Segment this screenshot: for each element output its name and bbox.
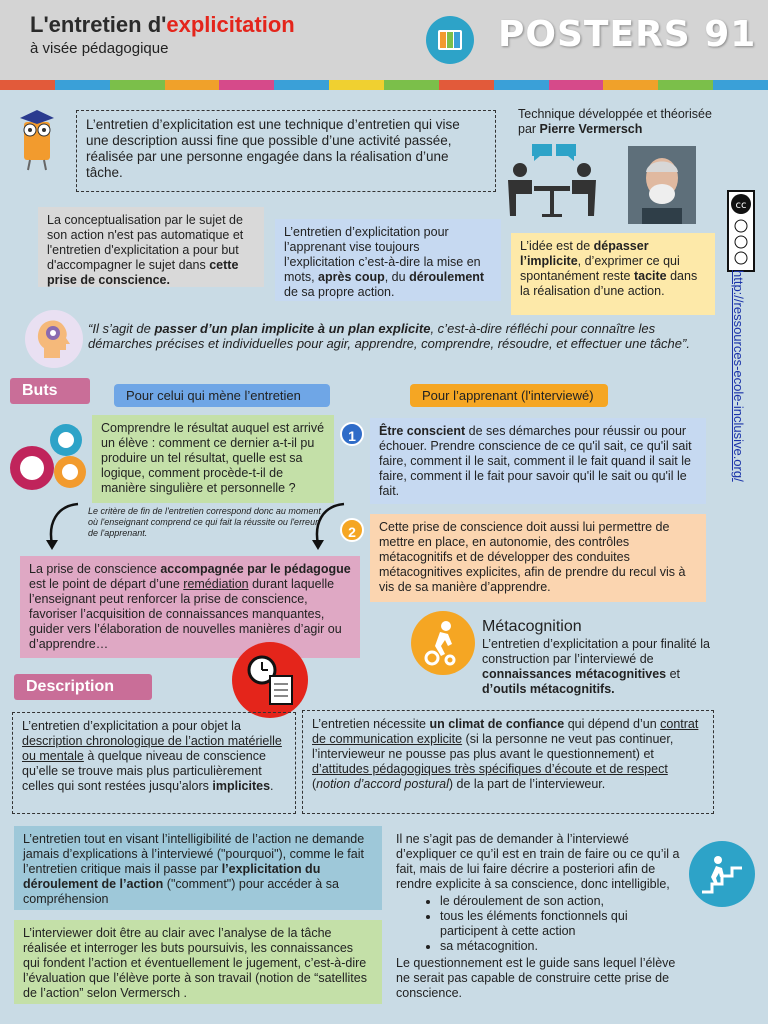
stripe-segment	[494, 80, 549, 90]
description-tag: Description	[14, 674, 152, 700]
page-subtitle: à visée pédagogique	[30, 40, 169, 57]
description-right-box: L’entretien nécessite un climat de confiance qui dépend d’un contrat de communication explicite (si la personne ne veut pas continuer, l’intervieweur ne pousse pas plus avant le questionnement) et d’attitudes pédagogiques très spécifiques d’écoute et de respect (notion d’accord postural) de la part de l’intervieweur.	[302, 710, 714, 814]
stripe-segment	[658, 80, 713, 90]
stripe-segment	[713, 80, 768, 90]
stripe-segment	[439, 80, 494, 90]
remediation-box: La prise de conscience accompagnée par le pédagogue est le point de départ d’une remédiation durant laquelle l’enseignant peut renforcer la prise de conscience, favoriser l’acquisition de connaissances manquantes, guider vers l’élaboration de nouvelles manières d’agir ou d’apprendre…	[20, 556, 360, 658]
brand-name: POSTERS 91	[498, 14, 757, 55]
stripe-segment	[603, 80, 658, 90]
stripe-segment	[274, 80, 329, 90]
interviewer-header: Pour celui qui mène l’entretien	[114, 384, 330, 407]
metacognition-text: L’entretien d’explicitation a pour finalité la construction par l’interviewé de connaissances métacognitives et d’outils métacognitifs.	[482, 637, 710, 696]
step-1-badge: 1	[340, 422, 364, 446]
stripe-segment	[219, 80, 274, 90]
gears-icon	[6, 420, 94, 500]
bullet-item: • le déroulement de son action,	[440, 894, 686, 909]
metacognition-title: Métacognition	[482, 618, 582, 635]
explicitation-box: L’entretien d’explicitation pour l’apprenant vise toujours l’explicitation c’est-à-dire la mise en mots, après coup, du déroulement de sa propre action.	[275, 219, 501, 301]
quote-text: “Il s’agit de passer d’un plan implicite à un plan explicite, c’est-à-dire réfléchi pour connaître les démarches précises et individuelles pour agir, apprendre, comprendre, résoudre, et effectuer une tâche”.	[88, 321, 690, 351]
author-photo	[628, 146, 696, 224]
learner-header: Pour l’apprenant (l'interviewé)	[410, 384, 608, 407]
bullet-item: • tous les éléments fonctionnels qui participent à cette action	[440, 909, 686, 939]
cc-text: cc	[735, 200, 747, 211]
task-analysis-box: L’interviewer doit être au clair avec l’analyse de la tâche réalisée et interroger les buts poursuivis, les connaissances qui fondent l’action et éventuellement le jugement, c’est-à-dire l’évaluation que l’élève porte à son travail (notion de “satellites de l’action” selon Vermersch .	[14, 920, 382, 1004]
end-criterion-note: Le critère de fin de l'entretien correspond donc au moment où l'enseignant comprend ce qui fait la réussite ou l'erreur de l'apprenant.	[88, 506, 321, 538]
stripe-segment	[110, 80, 165, 90]
learner-goal-1-box: Être conscient de ses démarches pour réussir ou pour échouer. Prendre conscience de ce qu'il sait, ce qu'il sait faire, comment il le sait, comment il le fait quand il sait le faire, comment il le fait pour savoir qu'il le sait ou qu'il le fait.	[370, 418, 706, 504]
map-book-logo-icon	[426, 16, 474, 64]
step-2-badge: 2	[340, 518, 364, 542]
stripe-segment	[165, 80, 220, 90]
description-explanation: Il ne s’agit pas de demander à l’interviewé d’expliquer ce qu’il est en train de faire ou ce qu’il a fait, mais de lui faire décrire a posteriori afin de rendre explicite à sa conscience, donc intelligible, • le déroulement de son action, • tous les éléments fonctionnels qui participent à cette action • sa métacognition. Le questionnement est le guide sans lequel l’élève ne serait pas capable de construire cette prise de conscience.	[396, 832, 686, 1001]
color-stripe	[0, 80, 768, 90]
interviewer-goal-box: Comprendre le résultat auquel est arrivé un élève : comment ce dernier a-t-il pu produire un tel résultat, quelle est sa logique, comment procède-t-il de manière singulière et personnelle ?	[92, 415, 334, 503]
author-credit: Technique développée et théorisée par Pierre Vermersch	[518, 107, 712, 136]
clock-checklist-icon	[228, 640, 312, 720]
curved-arrow-left-icon	[38, 500, 82, 552]
stripe-segment	[0, 80, 55, 90]
definition-box: L’entretien d’explicitation est une technique d’entretien qui vise une description aussi fine que possible d’une activité passée, réalisée par une personne engagée dans la réalisation d’une tâche.	[76, 110, 496, 192]
climber-gears-icon	[410, 610, 476, 676]
explanation-bullets	[396, 894, 686, 954]
description-left-box: L’entretien d’explicitation a pour objet la description chronologique de l’action matérielle ou mentale à quelque niveau de conscience qu’elle se trouve mais plus particulièrement celles qui sont restées jusqu’alors implicites.	[12, 712, 296, 814]
stairs-climber-icon	[688, 840, 756, 908]
stripe-segment	[329, 80, 384, 90]
implicit-box: L’idée est de dépasser l’implicite, d’exprimer ce qui spontanément reste tacite dans la réalisation d’une action.	[511, 233, 715, 315]
learner-goal-2-box: Cette prise de conscience doit aussi lui permettre de mettre en place, en autonomie, des contrôles métacognitifs et de développer des conduites métacognitives explicites, afin de prendre du recul vis à vis de sa manière d’apprendre.	[370, 514, 706, 602]
intelligibility-box: L’entretien tout en visant l’intelligibilité de l’action ne demande jamais d’explications à l’interviewé ("pourquoi"), comme le fait l’entretien critique mais il passe par l’explicitation du déroulement de l’action ("comment") pour accéder à sa compréhension	[14, 826, 382, 910]
head-gears-icon	[24, 308, 84, 370]
bullet-item: • sa métacognition.	[440, 939, 686, 954]
page-title: L'entretien d'explicitation	[30, 12, 295, 37]
cc-license-badge	[727, 190, 755, 272]
stripe-segment	[55, 80, 110, 90]
stripe-segment	[549, 80, 604, 90]
conceptualisation-box: La conceptualisation par le sujet de son action n'est pas automatique et l'entretien d'explicitation a pour but d'accompagner le sujet dans cette prise de conscience.	[38, 207, 264, 287]
buts-tag: Buts	[10, 378, 90, 404]
interview-icon	[498, 140, 606, 222]
stripe-segment	[384, 80, 439, 90]
resource-url-link[interactable]: http://ressources-ecole-inclusive.org/	[731, 270, 746, 482]
owl-book-icon	[14, 108, 60, 172]
